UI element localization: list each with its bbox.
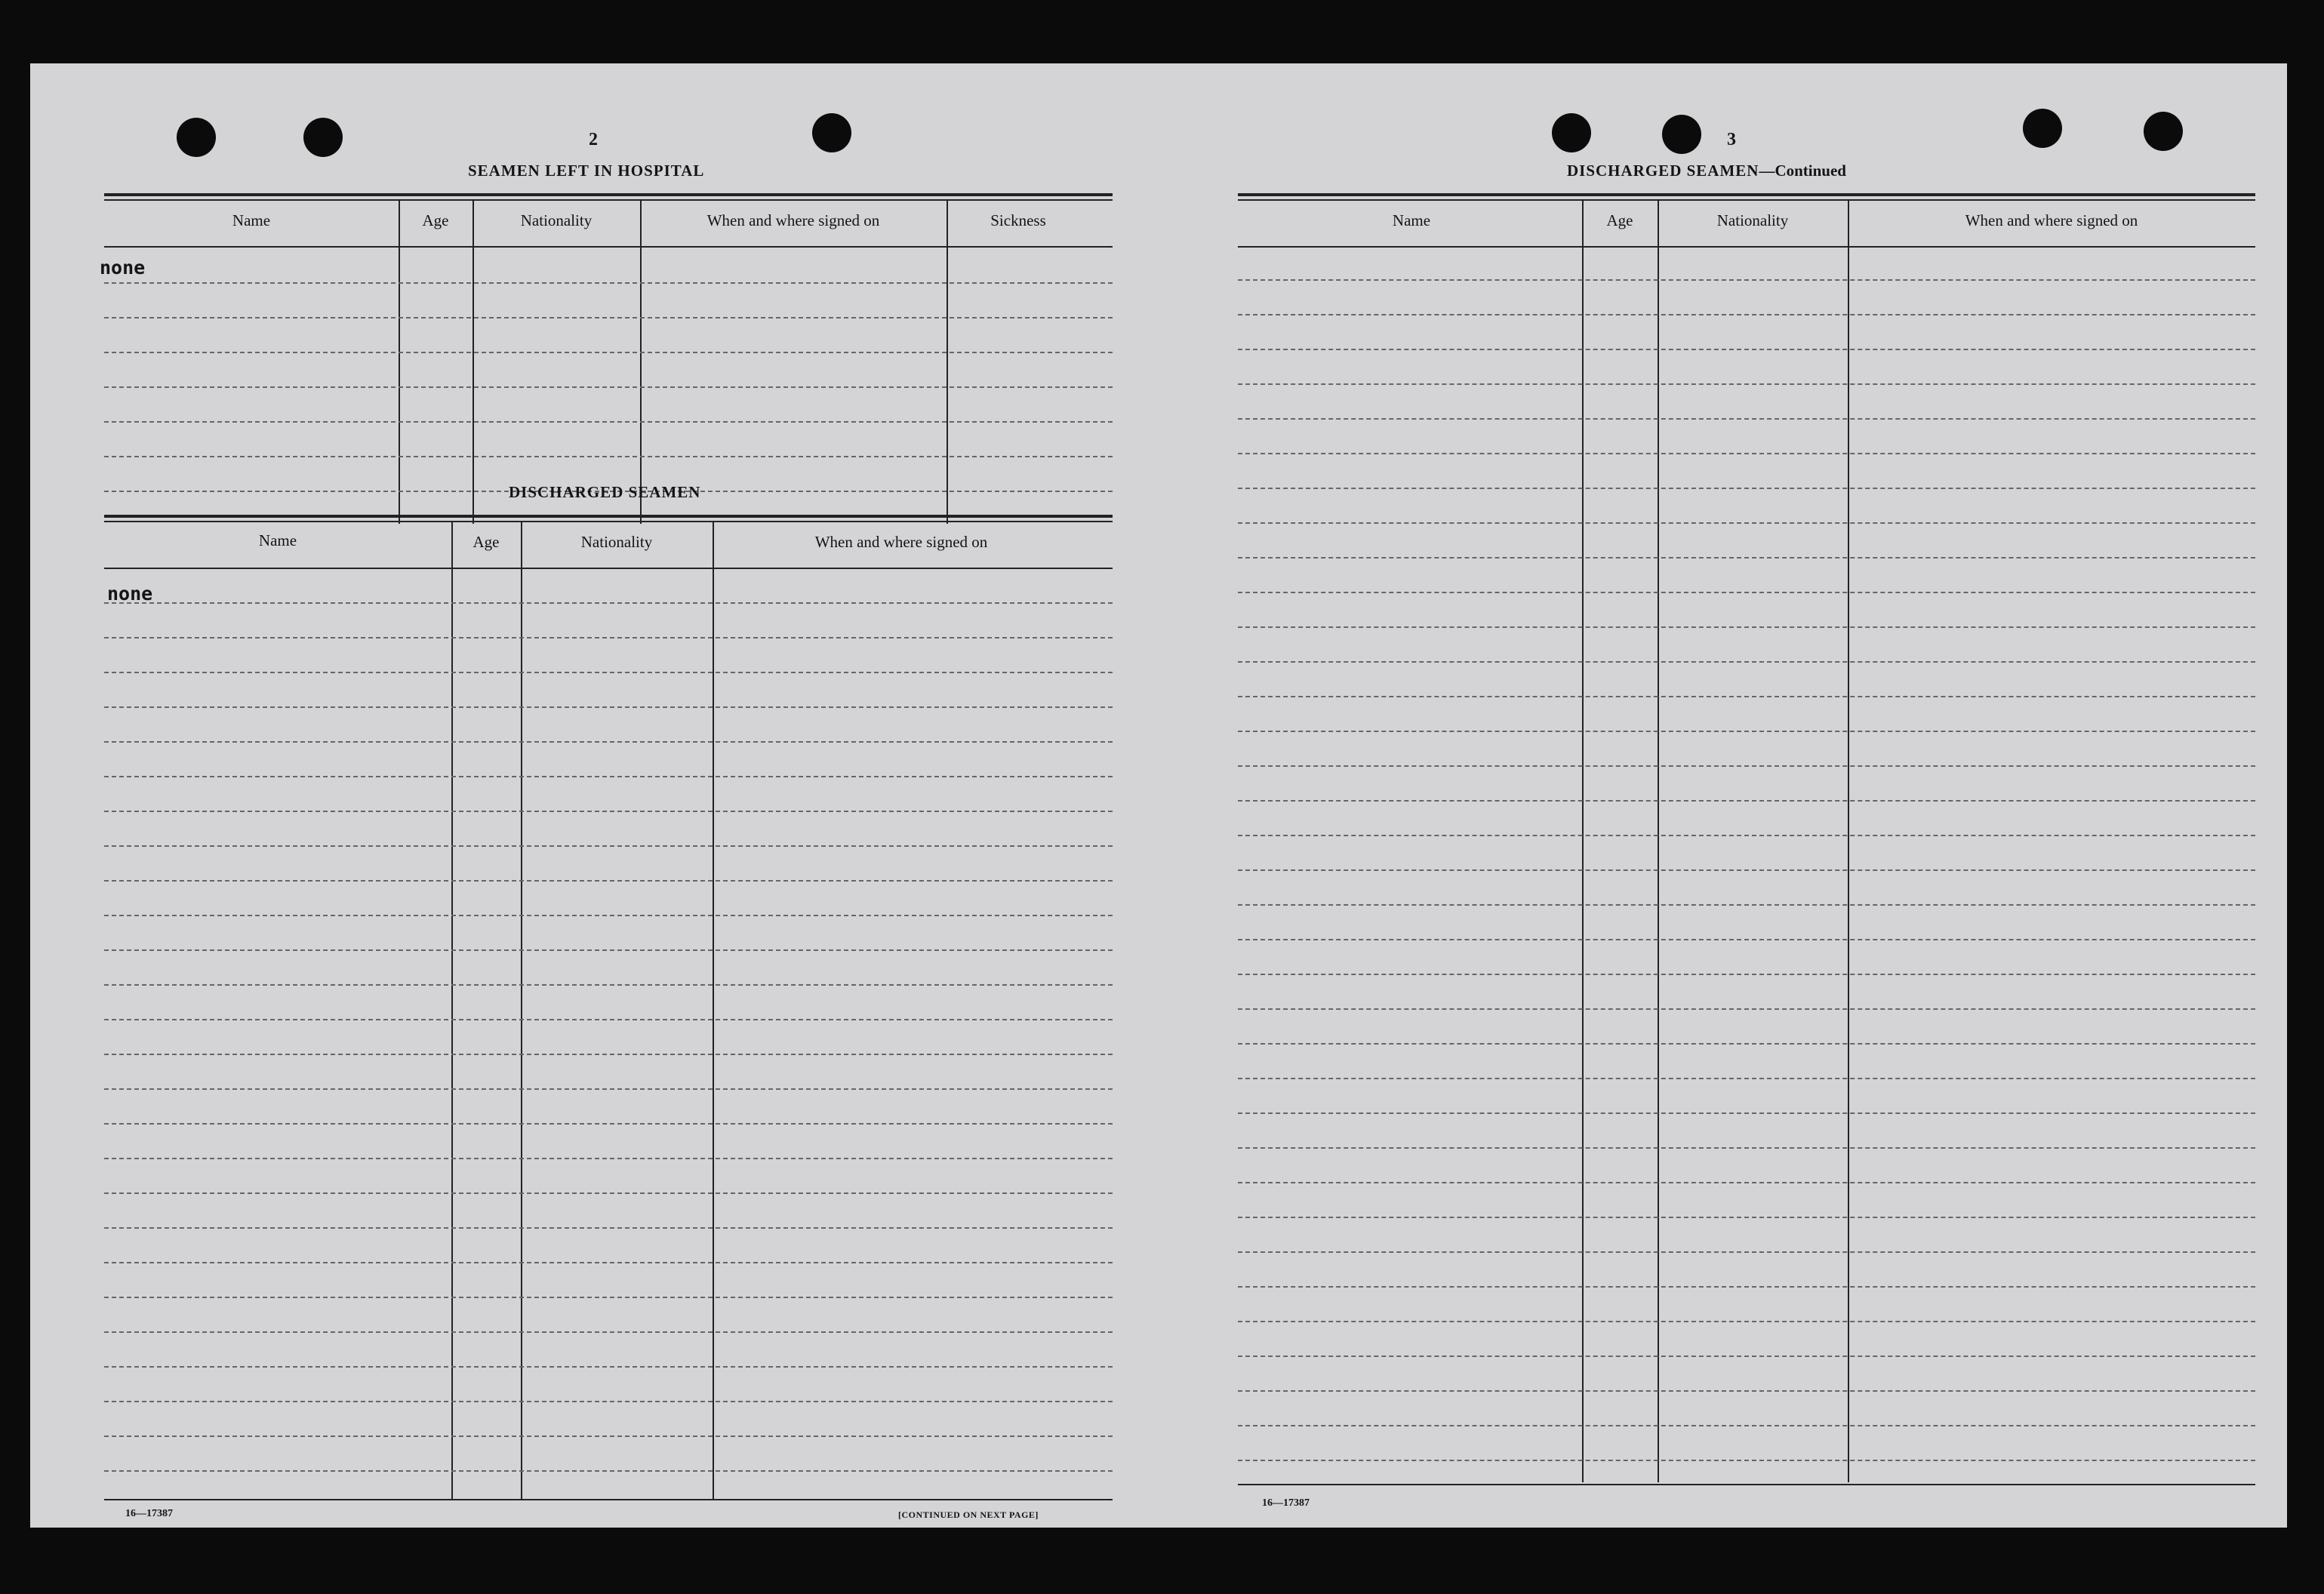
right-col-divider — [1582, 199, 1584, 1482]
ruled-line — [1238, 1321, 2255, 1322]
right-form-number: 16—17387 — [1262, 1497, 1310, 1509]
punch-hole — [2023, 109, 2062, 148]
ruled-line — [1238, 1460, 2255, 1461]
ruled-line — [1238, 904, 2255, 906]
hospital-col-divider — [640, 199, 642, 524]
ruled-line — [104, 637, 1113, 639]
ruled-line — [1238, 453, 2255, 454]
discharged-section-title: DISCHARGED SEAMEN — [509, 483, 701, 501]
discharged-col-name: Name — [258, 531, 297, 549]
ruled-line — [1238, 1217, 2255, 1218]
hospital-col-divider — [399, 199, 400, 524]
ruled-line — [1238, 1182, 2255, 1183]
ruled-line — [1238, 418, 2255, 420]
ruled-line — [104, 1436, 1113, 1437]
ruled-line — [1238, 800, 2255, 802]
discharged-col-signed-on: When and where signed on — [814, 533, 988, 551]
right-page-number: 3 — [1727, 130, 1736, 149]
ruled-line — [1238, 731, 2255, 732]
right-continued-label: —Continued — [1759, 162, 1846, 180]
ruled-line — [104, 1158, 1113, 1159]
hospital-col-nationality: Nationality — [520, 211, 593, 229]
ruled-line — [1238, 939, 2255, 940]
ruled-line — [104, 949, 1113, 951]
right-col-name: Name — [1392, 211, 1431, 229]
discharged-table-top-rule — [104, 515, 1113, 518]
punch-hole — [1662, 115, 1701, 154]
right-header-rule — [1238, 246, 2255, 248]
ruled-line — [1238, 383, 2255, 385]
ruled-line — [1238, 522, 2255, 524]
right-col-divider — [1658, 199, 1659, 1482]
ruled-line — [104, 706, 1113, 708]
ruled-line — [1238, 349, 2255, 350]
ruled-line — [1238, 1425, 2255, 1426]
ruled-line — [1238, 1078, 2255, 1079]
ruled-line — [104, 1088, 1113, 1090]
ruled-line — [104, 672, 1113, 673]
ruled-line — [104, 811, 1113, 812]
ruled-line — [104, 1227, 1113, 1229]
hospital-col-name: Name — [232, 211, 271, 229]
continued-note: [CONTINUED ON NEXT PAGE] — [898, 1509, 1039, 1520]
discharged-table-top-rule — [104, 521, 1113, 522]
ruled-line — [1238, 869, 2255, 871]
ruled-line — [1238, 661, 2255, 663]
ruled-line — [1238, 592, 2255, 593]
left-footer-rule — [104, 1499, 1113, 1500]
ruled-line — [1238, 1390, 2255, 1392]
right-table-top-rule — [1238, 193, 2255, 196]
ruled-line — [1238, 279, 2255, 281]
left-form-number: 16—17387 — [125, 1508, 173, 1519]
right-table-top-rule — [1238, 199, 2255, 201]
ruled-line — [104, 421, 1113, 423]
ruled-line — [104, 602, 1113, 604]
right-col-signed-on: When and where signed on — [1965, 211, 2138, 229]
discharged-col-divider — [451, 521, 453, 1499]
ruled-line — [104, 282, 1113, 284]
ruled-line — [1238, 974, 2255, 975]
punch-hole — [2144, 112, 2183, 151]
ruled-line — [1238, 1147, 2255, 1149]
right-col-divider — [1848, 199, 1849, 1482]
ruled-line — [1238, 1112, 2255, 1114]
ruled-line — [1238, 835, 2255, 836]
ruled-line — [1238, 1286, 2255, 1288]
ruled-line — [1238, 557, 2255, 559]
ruled-line — [104, 1331, 1113, 1333]
punch-hole — [812, 113, 851, 152]
ruled-line — [1238, 765, 2255, 767]
ruled-line — [104, 984, 1113, 986]
hospital-header-rule — [104, 246, 1113, 248]
ruled-line — [104, 1470, 1113, 1472]
ruled-line — [104, 1054, 1113, 1055]
ruled-line — [104, 1297, 1113, 1298]
discharged-col-divider — [521, 521, 522, 1499]
ruled-line — [1238, 488, 2255, 489]
hospital-col-age: Age — [422, 211, 449, 229]
hospital-section-title: SEAMEN LEFT IN HOSPITAL — [468, 162, 705, 180]
ruled-line — [104, 1401, 1113, 1402]
hospital-col-divider — [472, 199, 474, 524]
ruled-line — [1238, 626, 2255, 628]
punch-hole — [303, 118, 343, 157]
ruled-line — [104, 776, 1113, 777]
ruled-line — [104, 741, 1113, 743]
ruled-line — [1238, 314, 2255, 315]
discharged-entry: none — [107, 583, 153, 605]
hospital-col-sickness: Sickness — [990, 211, 1046, 229]
ruled-line — [1238, 1043, 2255, 1045]
discharged-header-rule — [104, 568, 1113, 569]
ruled-line — [104, 1123, 1113, 1125]
right-discharged-section-title — [1567, 162, 1846, 180]
right-col-age: Age — [1606, 211, 1633, 229]
right-col-nationality: Nationality — [1716, 211, 1789, 229]
hospital-entry: none — [100, 257, 146, 278]
punch-hole — [1552, 113, 1591, 152]
hospital-col-divider — [947, 199, 948, 524]
ruled-line — [104, 880, 1113, 882]
ruled-line — [104, 1262, 1113, 1263]
discharged-col-age: Age — [472, 533, 500, 551]
ruled-line — [1238, 1251, 2255, 1253]
right-footer-rule — [1238, 1484, 2255, 1485]
ruled-line — [104, 1366, 1113, 1368]
ruled-line — [104, 386, 1113, 388]
ruled-line — [104, 317, 1113, 318]
left-page-number: 2 — [589, 130, 598, 149]
ruled-line — [104, 915, 1113, 916]
ruled-line — [1238, 1008, 2255, 1010]
ruled-line — [104, 1019, 1113, 1020]
right-discharged-title-text: DISCHARGED SEAMEN — [1567, 162, 1759, 180]
ruled-line — [104, 352, 1113, 353]
ruled-line — [1238, 1356, 2255, 1357]
ruled-line — [104, 456, 1113, 457]
ruled-line — [1238, 696, 2255, 697]
discharged-col-divider — [713, 521, 714, 1499]
hospital-col-signed-on: When and where signed on — [706, 211, 880, 229]
ruled-line — [104, 845, 1113, 847]
document-sheet — [30, 63, 2287, 1528]
ruled-line — [104, 1192, 1113, 1194]
discharged-col-nationality: Nationality — [580, 533, 653, 551]
hospital-table-top-rule — [104, 199, 1113, 201]
hospital-table-top-rule — [104, 193, 1113, 196]
punch-hole — [177, 118, 216, 157]
